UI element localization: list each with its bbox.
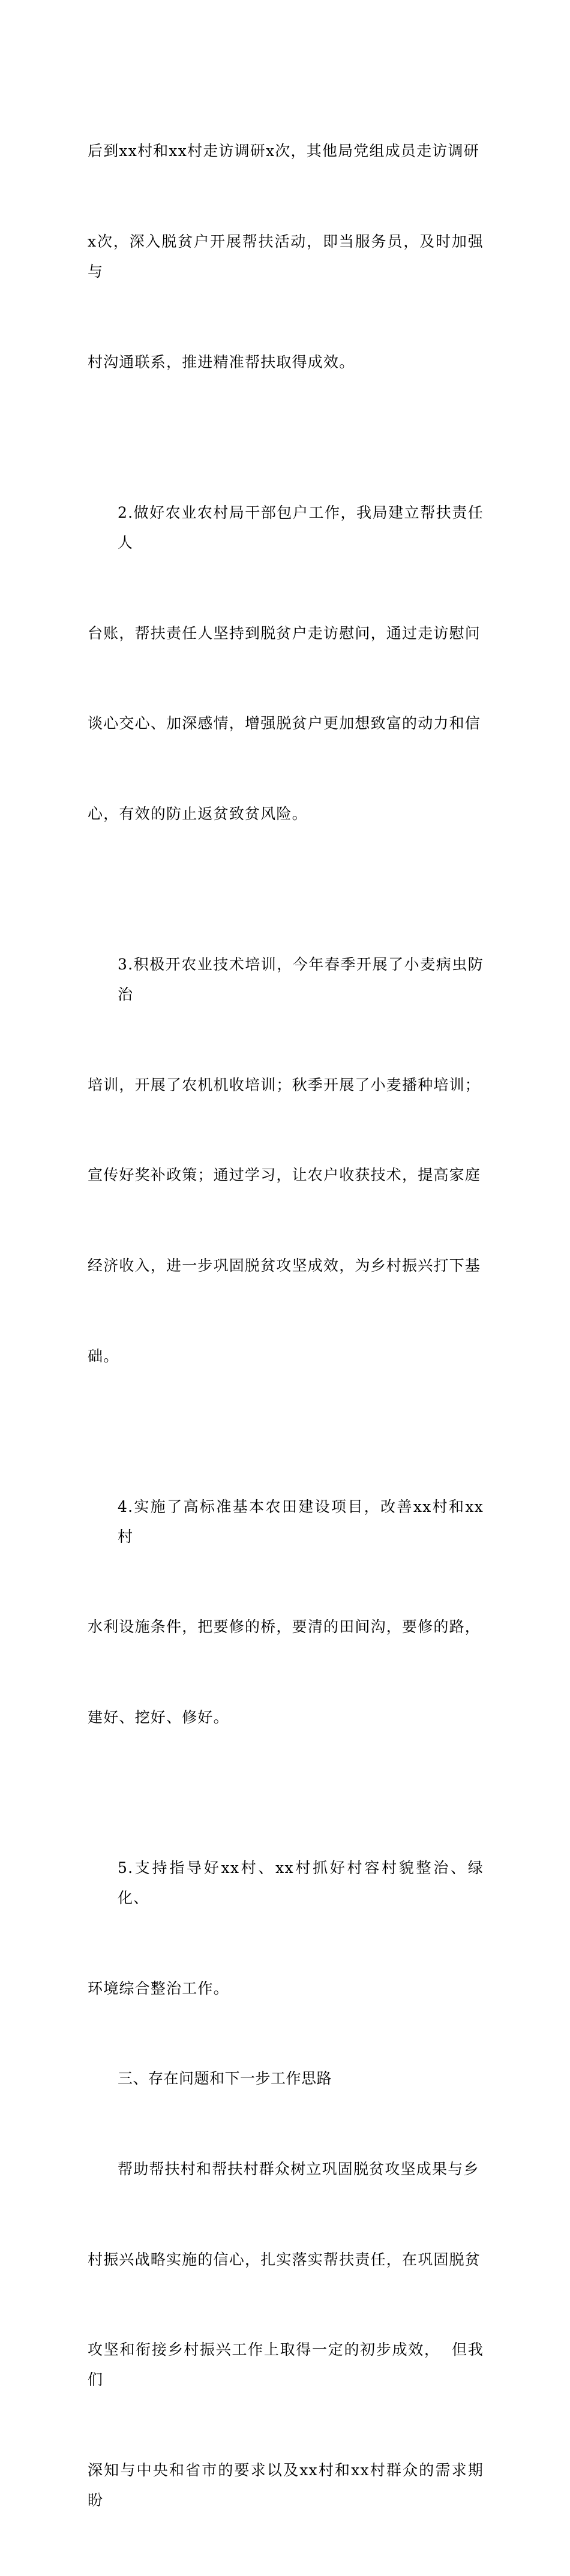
text-line: x次，深入脱贫户开展帮扶活动，即当服务员，及时加强与 [88, 233, 484, 281]
text-line: 后到xx村和xx村走访调研x次，其他局党组成员走访调研 [88, 142, 479, 160]
text-line: 建好、挖好、修好。 [88, 1708, 229, 1726]
text-line: 3.积极开农业技术培训，今年春季开展了小麦病虫防治 [118, 955, 484, 1004]
text-line: 培训，开展了农机机收培训；秋季开展了小麦播种培训； [88, 1076, 481, 1094]
paragraph-item-3 [88, 889, 484, 1431]
text-line: 村振兴战略实施的信心，扎实落实帮扶责任，在巩固脱贫 [88, 2250, 481, 2268]
text-line: 水利设施条件，把要修的桥，要清的田间沟，要修的路， [88, 1618, 481, 1636]
text-line: 5.支持指导好xx村、xx村抓好村容村貌整治、绿化、 [118, 1859, 484, 1907]
text-line: 宣传好奖补政策；通过学习，让农户收获技术，提高家庭 [88, 1166, 481, 1184]
paragraph-item-2 [88, 437, 484, 889]
document-body [88, 76, 484, 2576]
paragraph-closing [88, 2094, 484, 2576]
text-line: 2.做好农业农村局干部包户工作，我局建立帮扶责任人 [118, 503, 484, 552]
paragraph-item-4 [88, 1431, 484, 1793]
section-heading: 三、存在问题和下一步工作思路 [118, 2070, 332, 2088]
text-line: 经济收入，进一步巩固脱贫攻坚成效，为乡村振兴打下基 [88, 1256, 481, 1274]
text-line: 环境综合整治工作。 [88, 1979, 229, 1997]
text-line: 础。 [88, 1347, 119, 1365]
text-line: 心，有效的防止返贫致贫风险。 [88, 804, 308, 822]
paragraph-continuation [88, 76, 484, 437]
text-line: 村沟通联系，推进精准帮扶取得成效。 [88, 353, 355, 371]
text-line: 帮助帮扶村和帮扶村群众树立巩固脱贫攻坚成果与乡 [118, 2160, 479, 2178]
text-line: 4.实施了高标准基本农田建设项目，改善xx村和xx村 [118, 1497, 484, 1545]
paragraph-item-5 [88, 1793, 484, 2064]
text-line: 台账，帮扶责任人坚持到脱贫户走访慰问，通过走访慰问 [88, 624, 481, 642]
text-line: 谈心交心、加深感情，增强脱贫户更加想致富的动力和信 [88, 714, 481, 732]
text-line: 深知与中央和省市的要求以及xx村和xx村群众的需求期盼 [88, 2461, 484, 2509]
text-line: 攻坚和衔接乡村振兴工作上取得一定的初步成效， 但我们 [88, 2341, 484, 2389]
